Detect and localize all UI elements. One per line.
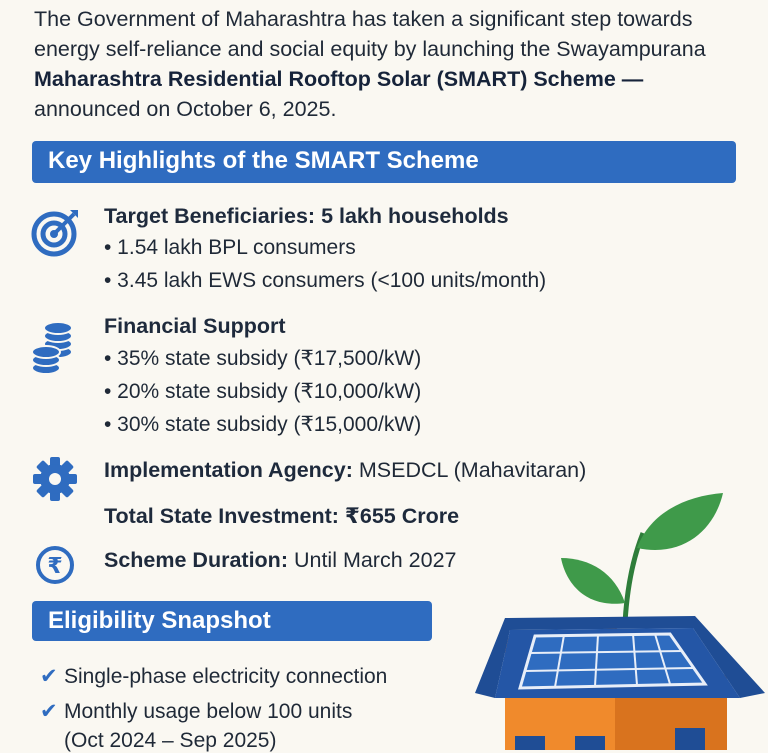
bullet-item: • 30% state subsidy (₹15,000/kW)	[104, 413, 422, 436]
eligibility-item-continuation: (Oct 2024 – Sep 2025)	[64, 729, 277, 752]
bullet-item: • 35% state subsidy (₹17,500/kW)	[104, 347, 422, 370]
financial-heading: Financial Support	[104, 314, 286, 338]
bullet-item: • 3.45 lakh EWS consumers (<100 units/month)	[104, 269, 547, 292]
svg-text:₹: ₹	[47, 554, 63, 579]
eligibility-item: ✔ Monthly usage below 100 units	[40, 700, 353, 723]
key-highlights-heading: Key Highlights of the SMART Scheme	[32, 141, 736, 183]
check-icon: ✔	[40, 665, 58, 688]
target-heading: Target Beneficiaries: 5 lakh households	[104, 204, 509, 228]
coins-icon	[30, 320, 76, 376]
duration-line: Scheme Duration: Until March 2027	[104, 548, 457, 572]
intro-line: energy self-reliance and social equity by launching the Swayampurana	[34, 37, 706, 61]
check-icon: ✔	[40, 700, 58, 723]
agency-line: Implementation Agency: MSEDCL (Mahavitaran)	[104, 458, 587, 482]
investment-line: Total State Investment: ₹655 Crore	[104, 504, 460, 528]
intro-paragraph	[34, 4, 754, 124]
intro-line: The Government of Maharashtra has taken a significant step towards	[34, 7, 693, 31]
target-icon	[30, 206, 82, 258]
rupee-icon	[34, 544, 76, 586]
intro-line: announced on October 6, 2025.	[34, 97, 337, 121]
intro-line-bold: Maharashtra Residential Rooftop Solar (SMART) Scheme —	[34, 67, 644, 91]
bullet-item: • 1.54 lakh BPL consumers	[104, 236, 356, 259]
bullet-item: • 20% state subsidy (₹10,000/kW)	[104, 380, 422, 403]
eligibility-heading: Eligibility Snapshot	[32, 601, 432, 641]
solar-house-plant	[465, 488, 768, 750]
gear-icon	[32, 456, 78, 502]
eligibility-item: ✔ Single-phase electricity connection	[40, 665, 388, 688]
